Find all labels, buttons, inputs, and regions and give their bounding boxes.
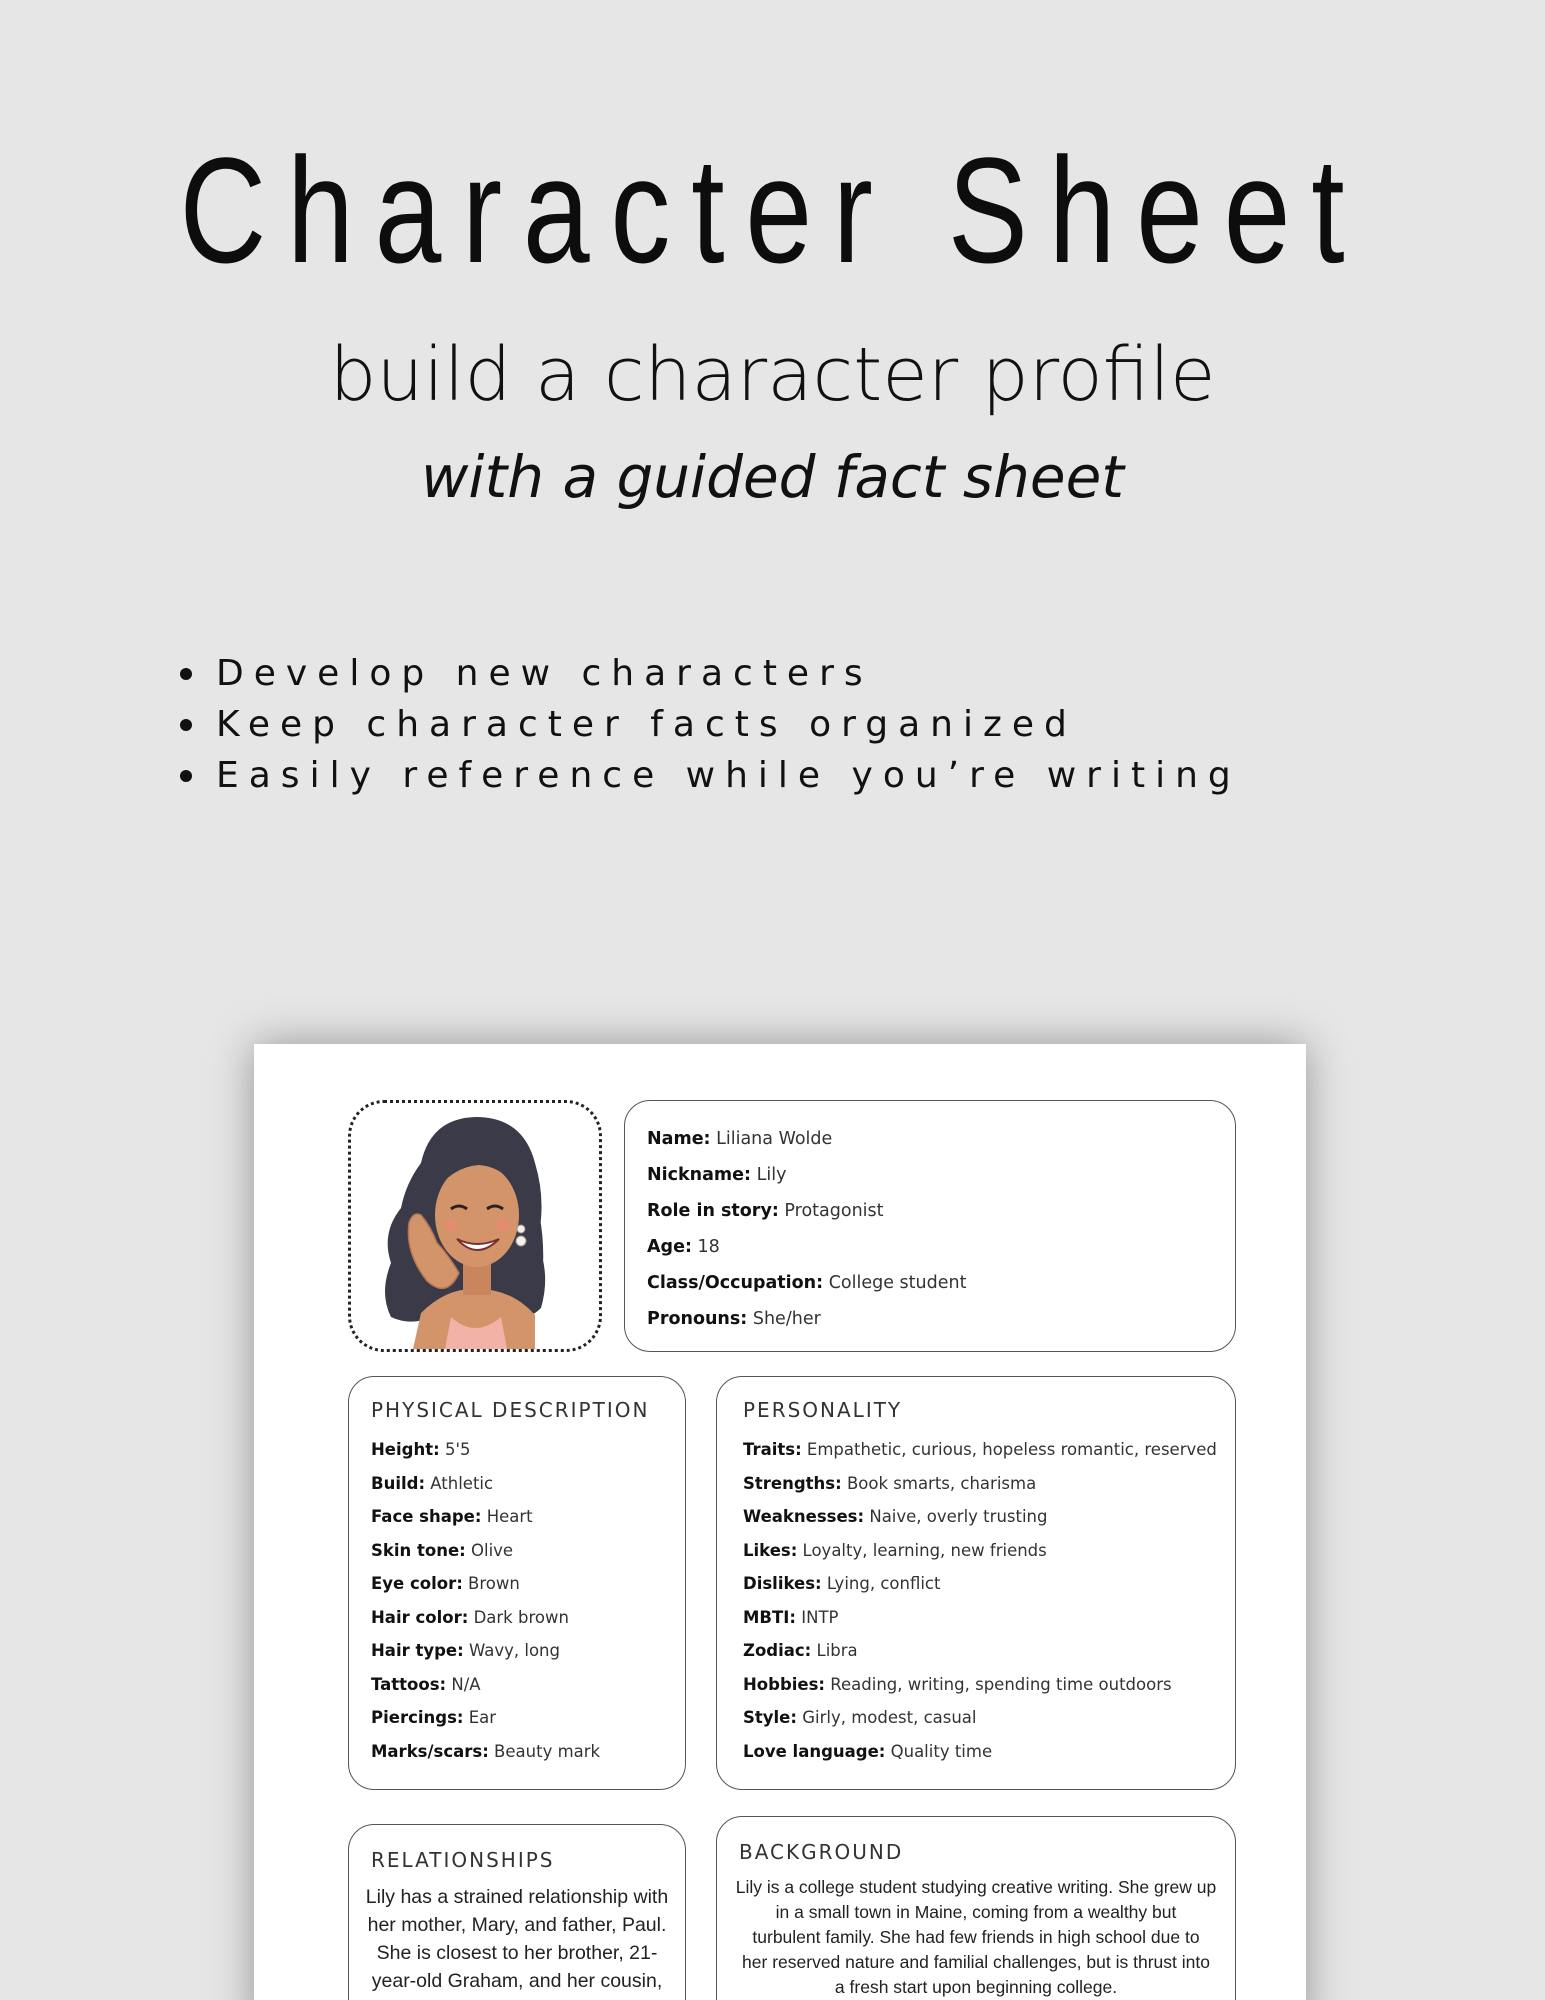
physical-item: Eye color: Brown bbox=[371, 1574, 520, 1593]
personality-item: Traits: Empathetic, curious, hopeless romantic, reserved bbox=[743, 1440, 1217, 1459]
physical-item: Face shape: Heart bbox=[371, 1507, 533, 1526]
bullet-icon bbox=[180, 770, 192, 782]
personality-item: Likes: Loyalty, learning, new friends bbox=[743, 1540, 1047, 1560]
physical-item: Piercings: Ear bbox=[371, 1708, 497, 1727]
info-role: Role in story: Protagonist bbox=[647, 1201, 884, 1221]
bullet-icon bbox=[180, 668, 192, 680]
character-sheet-preview bbox=[254, 1044, 1306, 2000]
personality-card bbox=[716, 1376, 1236, 1790]
personality-item: MBTI: INTP bbox=[743, 1607, 839, 1627]
physical-item: Hair color: Dark brown bbox=[371, 1607, 569, 1627]
physical-item: Tattoos: N/A bbox=[371, 1674, 481, 1694]
info-pronouns: Pronouns: She/her bbox=[647, 1309, 821, 1329]
personality-item: Style: Girly, modest, casual bbox=[743, 1708, 977, 1727]
personality-item: Zodiac: Libra bbox=[743, 1641, 858, 1660]
physical-item: Skin tone: Olive bbox=[371, 1540, 514, 1560]
bullet-icon bbox=[180, 719, 192, 731]
physical-description-card bbox=[348, 1376, 686, 1790]
feature-item: Easily reference while you’re writing bbox=[180, 750, 1241, 801]
basic-info-card bbox=[624, 1100, 1236, 1352]
physical-item: Height: 5'5 bbox=[371, 1440, 471, 1459]
relationships-text: Lily has a strained relationship with her mother, Mary, and father, Paul. She is closest to her brother, 21- year-old Graham, and her cousin, bbox=[365, 1886, 669, 1992]
info-occupation: Class/Occupation: College student bbox=[647, 1273, 967, 1293]
relationships-card bbox=[348, 1824, 686, 2000]
portrait-frame bbox=[348, 1100, 602, 1352]
page-subtitle: build a character profile bbox=[329, 332, 1216, 418]
physical-item: Hair type: Wavy, long bbox=[371, 1641, 560, 1660]
info-age: Age: 18 bbox=[647, 1237, 720, 1257]
feature-item: Develop new characters bbox=[180, 648, 1241, 699]
personality-item: Strengths: Book smarts, charisma bbox=[743, 1473, 1037, 1493]
page-tagline: with a guided fact sheet bbox=[420, 443, 1125, 511]
character-portrait-icon bbox=[351, 1103, 599, 1349]
info-nickname: Nickname: Lily bbox=[647, 1165, 787, 1185]
physical-item: Marks/scars: Beauty mark bbox=[371, 1741, 601, 1761]
physical-item: Build: Athletic bbox=[371, 1473, 494, 1493]
personality-item: Weaknesses: Naive, overly trusting bbox=[743, 1507, 1048, 1526]
background-heading: BACKGROUND bbox=[739, 1840, 904, 1864]
page-title: Character Sheet bbox=[179, 126, 1366, 294]
background-text: Lily is a college student studying creative writing. She grew up in a small town in Maine, coming from a wealthy but turbulent family. She had few friends in high school due to her reserved nature and familial challenges, but is thrust into a fresh start upon beginning college. bbox=[735, 1877, 1217, 1997]
background-card bbox=[716, 1816, 1236, 2000]
personality-item: Dislikes: Lying, conflict bbox=[743, 1574, 941, 1593]
physical-heading: PHYSICAL DESCRIPTION bbox=[371, 1398, 650, 1422]
personality-item: Hobbies: Reading, writing, spending time outdoors bbox=[743, 1674, 1172, 1694]
feature-item: Keep character facts organized bbox=[180, 699, 1241, 750]
personality-item: Love language: Quality time bbox=[743, 1741, 993, 1761]
feature-list bbox=[180, 648, 1241, 801]
personality-heading: PERSONALITY bbox=[743, 1398, 903, 1422]
info-name: Name: Liliana Wolde bbox=[647, 1129, 833, 1149]
relationships-heading: RELATIONSHIPS bbox=[371, 1848, 555, 1872]
